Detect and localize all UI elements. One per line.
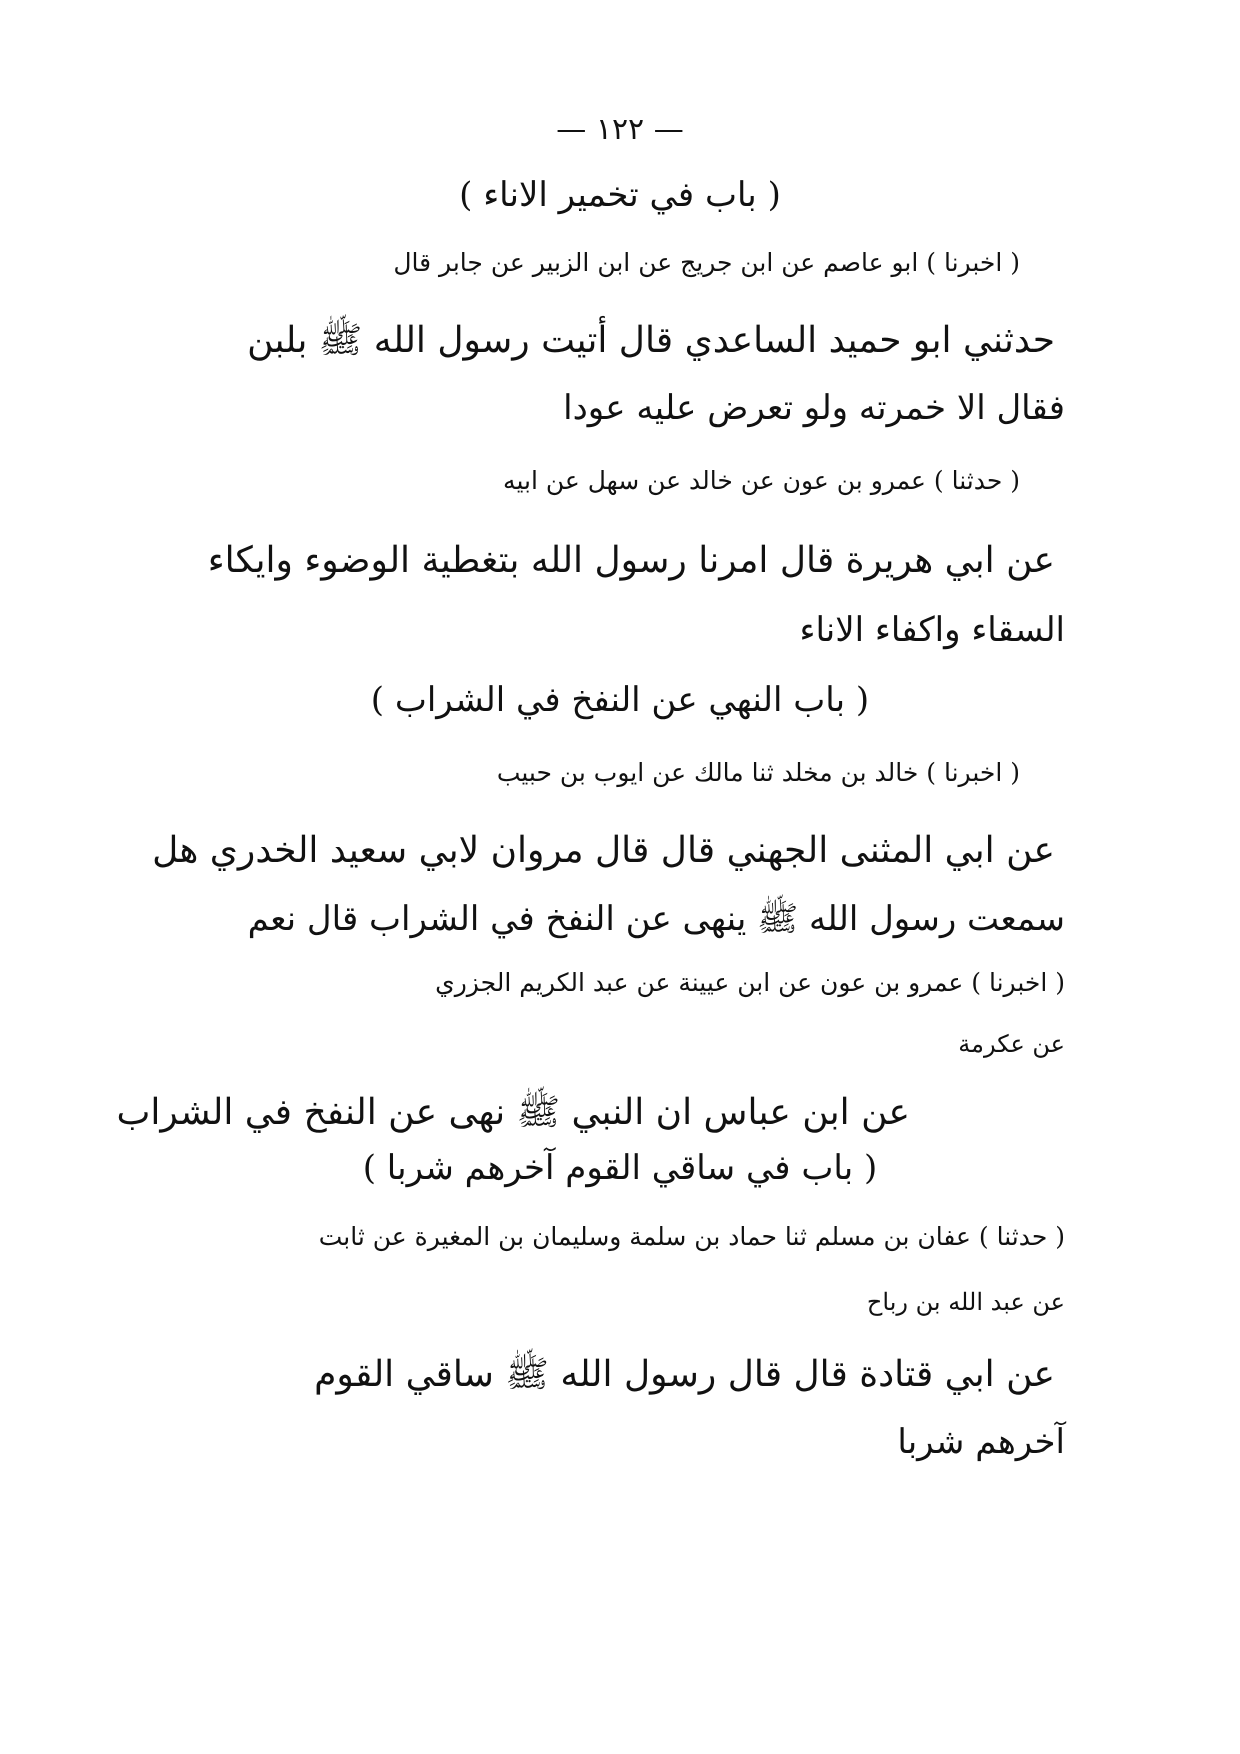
isnad-continuation: عن عكرمة xyxy=(958,1030,1065,1058)
isnad-line: ( اخبرنا ) ابو عاصم عن ابن جريج عن ابن الزبير عن جابر قال xyxy=(393,248,1020,277)
hadith-text-continuation: السقاء واكفاء الاناء xyxy=(799,610,1065,650)
hadith-text-line: عن ابن عباس ان النبي ﷺ نهى عن النفخ في الشراب xyxy=(116,1092,910,1133)
hadith-text-line: حدثني ابو حميد الساعدي قال أتيت رسول الله ﷺ بلبن xyxy=(247,320,1055,361)
hadith-text-line: عن ابي المثنى الجهني قال قال مروان لابي سعيد الخدري هل xyxy=(152,830,1055,871)
isnad-continuation: عن عبد الله بن رباح xyxy=(866,1288,1065,1316)
hadith-text-line: عن ابي قتادة قال قال رسول الله ﷺ ساقي القوم xyxy=(314,1354,1055,1395)
chapter-heading-covering-vessel: ( باب في تخمير الاناء ) xyxy=(459,175,781,215)
hadith-text-continuation: فقال الا خمرته ولو تعرض عليه عودا xyxy=(563,388,1065,428)
hadith-text-line: عن ابي هريرة قال امرنا رسول الله بتغطية الوضوء وايكاء xyxy=(207,540,1055,581)
isnad-line: ( اخبرنا ) عمرو بن عون عن ابن عيينة عن عبد الكريم الجزري xyxy=(435,968,1065,997)
hadith-text-continuation: آخرهم شربا xyxy=(897,1422,1065,1462)
page-number: — ١٢٢ — xyxy=(556,112,684,147)
chapter-heading-blowing-in-drink: ( باب النهي عن النفخ في الشراب ) xyxy=(370,680,870,720)
chapter-heading-server-drinks-last: ( باب في ساقي القوم آخرهم شربا ) xyxy=(362,1148,878,1188)
isnad-line: ( اخبرنا ) خالد بن مخلد ثنا مالك عن ايوب بن حبيب xyxy=(496,758,1020,787)
isnad-line: ( حدثنا ) عمرو بن عون عن خالد عن سهل عن ابيه xyxy=(503,466,1020,495)
isnad-line: ( حدثنا ) عفان بن مسلم ثنا حماد بن سلمة وسليمان بن المغيرة عن ثابت xyxy=(318,1222,1065,1251)
hadith-text-continuation: سمعت رسول الله ﷺ ينهى عن النفخ في الشراب قال نعم xyxy=(247,899,1065,939)
